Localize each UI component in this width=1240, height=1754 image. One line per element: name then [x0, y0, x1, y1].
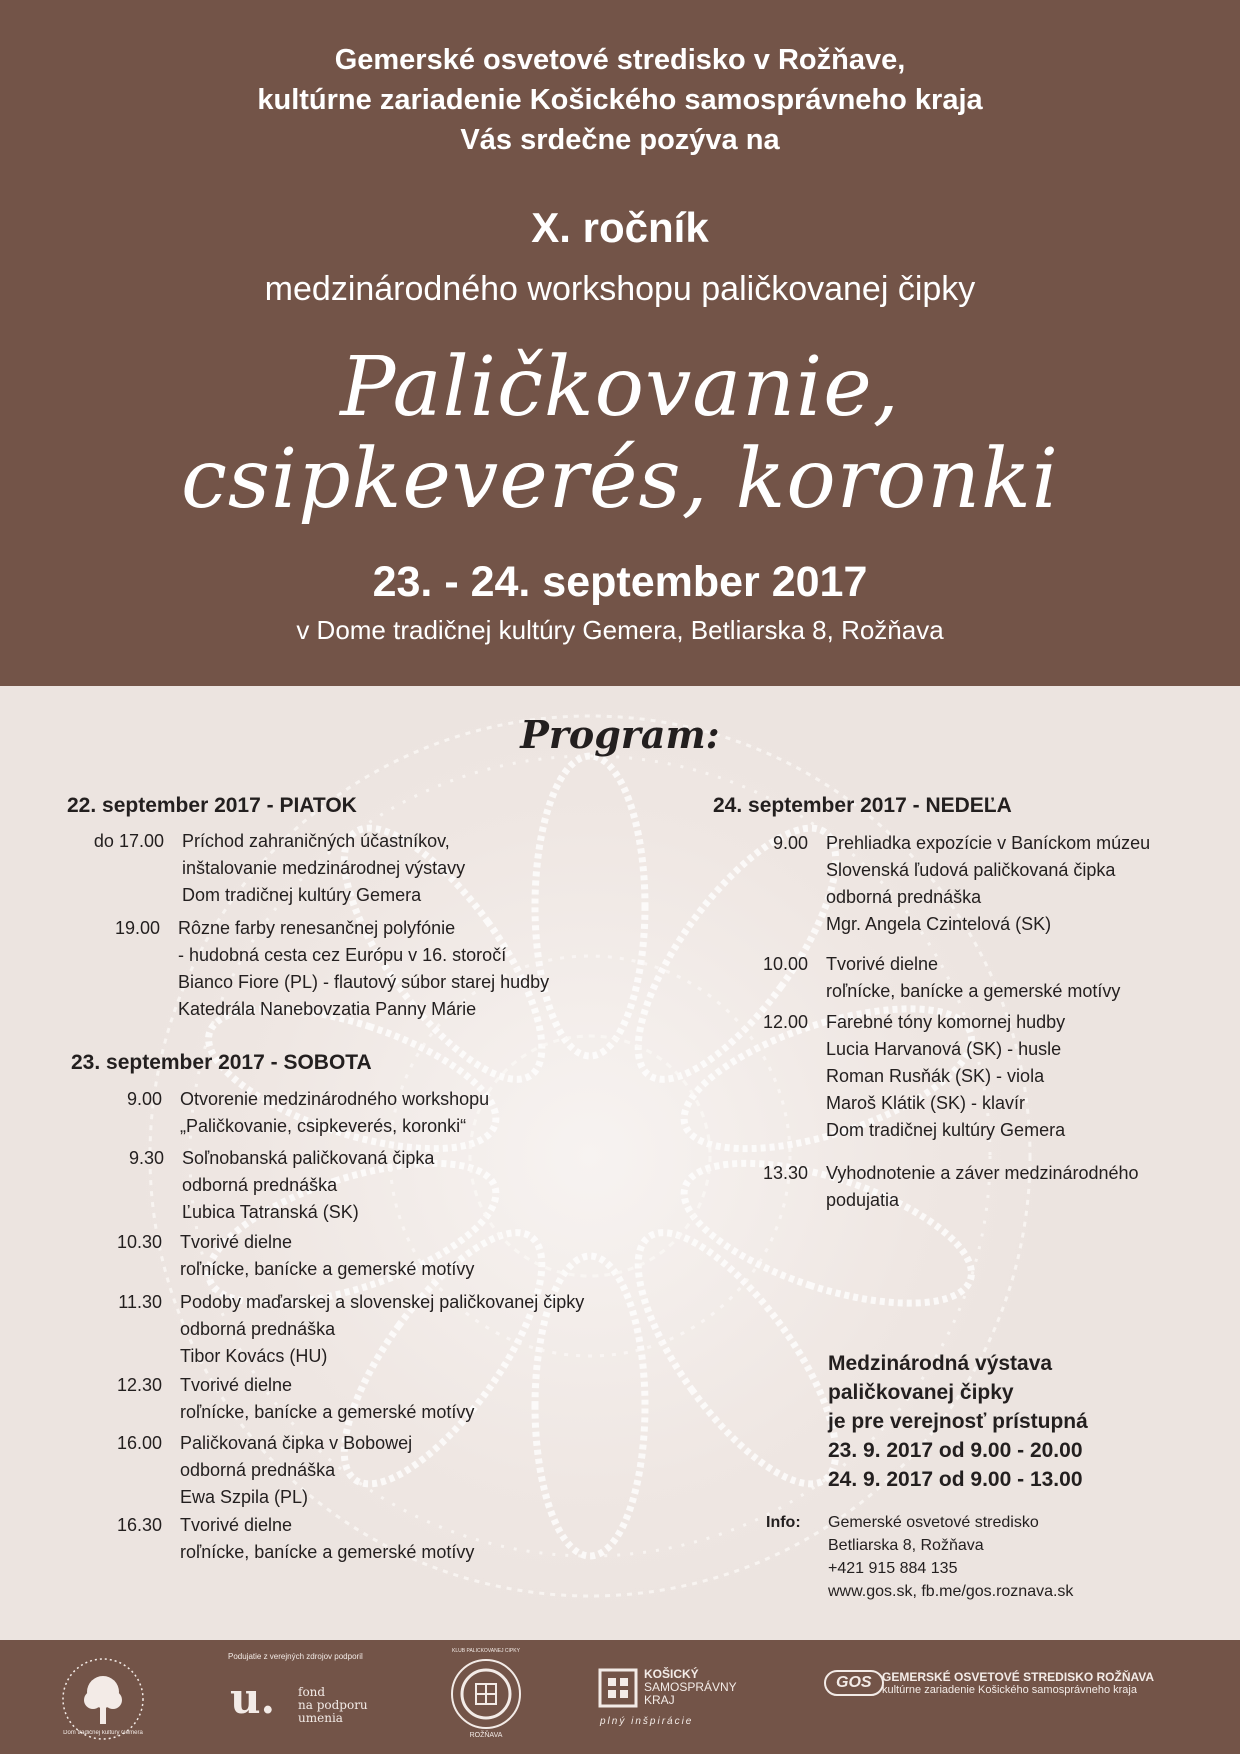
event-line: Tibor Kovács (HU) — [180, 1346, 328, 1366]
event-time: 13.30 — [762, 1163, 808, 1183]
event-line: - hudobná cesta cez Európu v 16. storočí — [178, 945, 507, 965]
event-line: Maroš Klátik (SK) - klavír — [826, 1093, 1026, 1113]
dtk-gemera-logo — [58, 1654, 148, 1744]
kpk-text: KLUB PALIČKOVANEJ ČIPKY — [452, 1648, 520, 1654]
day-2-event-4 — [118, 1289, 585, 1370]
info-line: Betliarska 8, Rožňava — [828, 1537, 984, 1554]
event-line: odborná prednáška — [182, 1175, 338, 1195]
event-line: Dom tradičnej kultúry Gemera — [826, 1120, 1066, 1140]
gos-line: kultúrne zariadenie Košického samosprávneho kraja — [882, 1684, 1137, 1696]
event-line: odborná prednáška — [826, 887, 982, 907]
event-line: Lucia Harvanová (SK) - husle — [826, 1039, 1062, 1059]
event-line: Soľnobanská paličkovaná čipka — [182, 1148, 435, 1168]
event-line: Vyhodnotenie a záver medzinárodného — [826, 1163, 1139, 1183]
event-line: Dom tradičnej kultúry Gemera — [182, 885, 422, 905]
event-time: 11.30 — [118, 1292, 162, 1312]
organizer-line-2: kultúrne zariadenie Košického samosprávneho kraja — [257, 84, 983, 116]
day-1-heading: 22. september 2017 - PIATOK — [67, 794, 357, 817]
event-line: Prehliadka expozície v Baníckom múzeu — [826, 833, 1151, 853]
event-line: Tvorivé dielne — [180, 1375, 293, 1395]
day-2-event-5 — [116, 1372, 475, 1426]
event-time: 12.30 — [116, 1375, 162, 1395]
exhibition-notice — [828, 1349, 1088, 1494]
event-line: Roman Rusňák (SK) - viola — [826, 1066, 1045, 1086]
ksk-line: KRAJ — [644, 1693, 675, 1707]
day-2-event-7 — [116, 1512, 475, 1566]
fpu-line: na podporu — [298, 1698, 368, 1712]
event-line: roľnícke, banícke a gemerské motívy — [826, 981, 1121, 1001]
info-line[interactable]: www.gos.sk, fb.me/gos.roznava.sk — [828, 1583, 1074, 1600]
event-line: Tvorivé dielne — [180, 1232, 293, 1252]
day-3-event-2 — [762, 951, 1121, 1005]
exhibition-line: 24. 9. 2017 od 9.00 - 13.00 — [828, 1468, 1083, 1491]
event-line: roľnícke, banícke a gemerské motívy — [180, 1402, 475, 1422]
event-line: Slovenská ľudová paličkovaná čipka — [826, 860, 1116, 880]
subtitle: medzinárodného workshopu paličkovanej čipky — [264, 270, 976, 308]
fpu-note: Podujatie z verejných zdrojov podporil — [228, 1652, 363, 1661]
program-title: Program: — [520, 712, 720, 757]
event-line: Podoby maďarskej a slovenskej paličkovanej čipky — [180, 1292, 585, 1312]
day-2-event-1 — [126, 1086, 490, 1140]
day-3-heading: 24. september 2017 - NEDEĽA — [713, 794, 1012, 817]
fpu-letter: u. — [230, 1674, 276, 1723]
info-label: Info: — [766, 1514, 801, 1531]
event-time: 9.30 — [128, 1148, 164, 1168]
event-line: Rôzne farby renesančnej polyfónie — [178, 918, 456, 938]
day-3-event-3 — [762, 1009, 1066, 1144]
event-time: do 17.00 — [93, 831, 164, 851]
exhibition-line: paličkovanej čipky — [828, 1381, 1014, 1404]
day-3-event-1 — [772, 830, 1151, 938]
event-line: Tvorivé dielne — [180, 1515, 293, 1535]
fond-na-podporu-umenia-logo — [228, 1652, 388, 1742]
fpu-line: umenia — [298, 1711, 343, 1725]
event-line: odborná prednáška — [180, 1460, 336, 1480]
event-line: Bianco Fiore (PL) - flautový súbor starej hudby — [178, 972, 550, 992]
event-line: Otvorenie medzinárodného workshopu — [180, 1089, 490, 1109]
edition-title: X. ročník — [531, 204, 709, 251]
event-line: roľnícke, banícke a gemerské motívy — [180, 1259, 475, 1279]
event-time: 16.30 — [116, 1515, 162, 1535]
ksk-line: KOŠICKÝ — [644, 1667, 699, 1681]
day-1-event-1 — [93, 828, 466, 909]
exhibition-line: 23. 9. 2017 od 9.00 - 20.00 — [828, 1439, 1083, 1462]
program-section — [0, 686, 1240, 1640]
event-time: 10.00 — [762, 954, 808, 974]
day-2-event-2 — [128, 1145, 435, 1226]
event-dates: 23. - 24. september 2017 — [372, 558, 868, 606]
exhibition-line: Medzinárodná výstava — [828, 1352, 1053, 1375]
organizer-line-1: Gemerské osvetové stredisko v Rožňave, — [334, 44, 906, 76]
gos-line: GEMERSKÉ OSVETOVÉ STREDISKO ROŽŇAVA — [882, 1670, 1155, 1684]
gos-mark: GOS — [824, 1670, 884, 1696]
kpk-sub: ROŽŇAVA — [469, 1732, 503, 1739]
event-line: Tvorivé dielne — [826, 954, 939, 974]
event-line: Farebné tóny komornej hudby — [826, 1012, 1066, 1032]
event-line: Príchod zahraničných účastníkov, — [182, 831, 450, 851]
event-time: 12.00 — [762, 1012, 808, 1032]
event-line: Mgr. Angela Czintelová (SK) — [826, 914, 1052, 934]
event-title-line-2: csipkeverés, koronki — [180, 432, 1060, 527]
klub-palickovanej-cipky-logo — [446, 1648, 526, 1744]
event-title-line-1: Paličkovanie, — [340, 340, 900, 435]
sponsor-footer — [0, 1640, 1240, 1754]
gos-logo — [824, 1670, 1224, 1730]
event-time: 9.00 — [772, 833, 808, 853]
day-2-event-3 — [116, 1229, 475, 1283]
event-line: podujatia — [826, 1190, 900, 1210]
kosicky-samospravny-kraj-logo — [598, 1668, 748, 1748]
dtk-logo-text: Dom tradičnej kultúry Gemera — [63, 1730, 143, 1736]
invite-line: Vás srdečne pozýva na — [460, 124, 780, 156]
event-time: 9.00 — [126, 1089, 162, 1109]
event-time: 19.00 — [114, 918, 160, 938]
event-line: „Paličkovanie, csipkeverés, koronki“ — [180, 1116, 467, 1136]
event-line: Katedrála Nanebovzatia Panny Márie — [178, 999, 477, 1019]
header-band — [0, 0, 1240, 686]
day-1-event-2 — [114, 915, 550, 1023]
event-venue: v Dome tradičnej kultúry Gemera, Betliarska 8, Rožňava — [296, 615, 944, 645]
day-2-event-6 — [116, 1430, 413, 1511]
ksk-tagline: plný inšpirácie — [600, 1716, 694, 1727]
day-2-heading: 23. september 2017 - SOBOTA — [71, 1051, 372, 1074]
event-time: 10.30 — [116, 1232, 162, 1252]
ksk-line: SAMOSPRÁVNY — [644, 1680, 737, 1694]
fpu-line: fond — [298, 1685, 326, 1699]
info-line: +421 915 884 135 — [828, 1560, 958, 1577]
exhibition-line: je pre verejnosť prístupná — [828, 1410, 1088, 1433]
ksk-emblem-icon — [598, 1668, 638, 1708]
event-line: Paličkovaná čipka v Bobowej — [180, 1433, 413, 1453]
event-time: 16.00 — [116, 1433, 162, 1453]
info-line: Gemerské osvetové stredisko — [828, 1514, 1039, 1531]
event-line: Ľubica Tatranská (SK) — [182, 1202, 359, 1222]
event-line: roľnícke, banícke a gemerské motívy — [180, 1542, 475, 1562]
day-3-event-4 — [762, 1160, 1139, 1214]
event-line: odborná prednáška — [180, 1319, 336, 1339]
lace-club-emblem-icon — [446, 1654, 526, 1734]
event-line: Ewa Szpila (PL) — [180, 1487, 309, 1507]
event-line: inštalovanie medzinárodnej výstavy — [182, 858, 466, 878]
